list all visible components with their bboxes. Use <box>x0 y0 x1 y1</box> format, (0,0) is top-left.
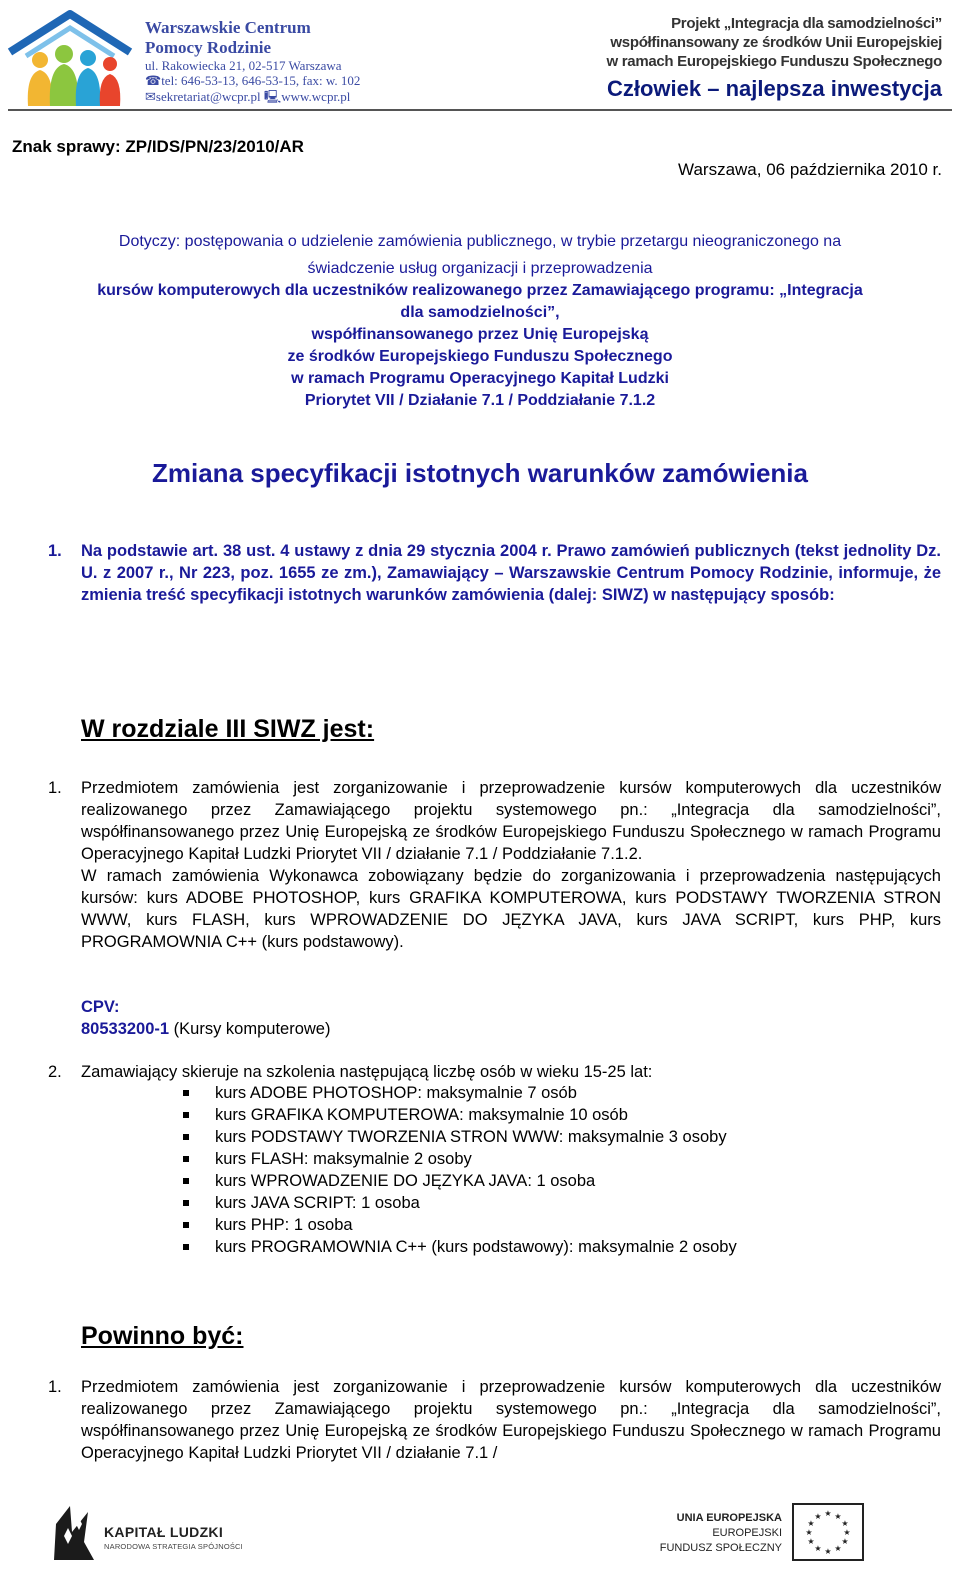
svg-text:★: ★ <box>824 1547 832 1556</box>
kapital-ludzki-subtitle: NARODOWA STRATEGIA SPÓJNOŚCI <box>104 1542 243 1551</box>
reference-number: Znak sprawy: ZP/IDS/PN/23/2010/AR <box>12 137 304 156</box>
intro-legal-basis: Na podstawie art. 38 ust. 4 ustawy z dnia 29 stycznia 2004 r. Prawo zamówień publicznych (tekst jednolity Dz. U. z 2007 r., Nr 223, poz. 1655 ze zm.) <box>81 542 941 582</box>
subject-line-6: ze środków Europejskiego Funduszu Społecznego <box>287 348 673 365</box>
is-item-1-text: Przedmiotem zamówienia jest zorganizowanie i przeprowadzenie kursów komputerowych dla uczestników realizowanego przez Zamawiającego projektu systemowego pn.: „Integracja dla samodzielności”, współfinansowanego przez Unię Europejską ze środków Europejskiego Funduszu Społecznego w ramach Programu Operacyjnego Kapitał Ludzki Priorytet VII / działanie 7.1 / Poddziałanie 7.1.2. <box>81 779 941 863</box>
org-email-web: ✉sekretariat@wcpr.pl 🖳www.wcpr.pl <box>145 89 351 104</box>
cpv-description: (Kursy komputerowe) <box>169 1020 331 1038</box>
list-item: kurs JAVA SCRIPT: 1 osoba <box>180 1192 737 1214</box>
org-phone: ☎tel: 646-53-13, 646-53-15, fax: w. 102 <box>145 73 361 88</box>
subject-line-8: Priorytet VII / Działanie 7.1 / Poddziałanie 7.1.2 <box>304 392 656 409</box>
is-item-1-courses-text: W ramach zamówienia Wykonawca zobowiązany będzie do zorganizowania i przeprowadzenia następujących kursów: kurs ADOBE PHOTOSHOP, kurs GRAFIKA KOMPUTEROWA, kurs PODSTAWY TWORZENIA STRON WWW, kurs FLASH, kurs WPROWADZENIE DO JĘZYKA JAVA, kurs JAVA SCRIPT, kurs PHP, kurs PROGRAMOWNIA C++ (kurs podstawowy). <box>81 867 941 951</box>
list-item: kurs GRAFIKA KOMPUTEROWA: maksymalnie 10 osób <box>180 1104 737 1126</box>
eu-line-1: UNIA EUROPEJSKA <box>676 1512 782 1524</box>
subject-line-1: Dotyczy: postępowania o udzielenie zamówienia publicznego, w trybie przetargu nieograniczonego na <box>118 233 842 250</box>
is-item-1-number: 1. <box>48 779 62 797</box>
svg-text:★: ★ <box>807 1519 815 1528</box>
subject-line-5: współfinansowanego przez Unię Europejską <box>311 326 649 343</box>
subject-line-7: w ramach Programu Operacyjnego Kapitał Ludzki <box>291 370 669 387</box>
svg-text:★: ★ <box>807 1537 815 1546</box>
org-name-line2: Pomocy Rodzinie <box>145 38 272 57</box>
section-heading-should: Powinno być: <box>81 1322 244 1350</box>
course-list <box>180 1082 737 1258</box>
list-item: kurs ADOBE PHOTOSHOP: maksymalnie 7 osób <box>180 1082 737 1104</box>
svg-text:★: ★ <box>834 1544 842 1553</box>
is-item-2 <box>48 1061 941 1083</box>
org-address: ul. Rakowiecka 21, 02-517 Warszawa <box>145 58 342 73</box>
list-item: kurs FLASH: maksymalnie 2 osoby <box>180 1148 737 1170</box>
svg-text:★: ★ <box>814 1512 822 1521</box>
intro-paragraph <box>48 540 941 606</box>
eu-flag-icon <box>792 1503 864 1561</box>
is-item-2-number: 2. <box>48 1063 62 1081</box>
subject-block <box>12 231 948 412</box>
should-item-1-number: 1. <box>48 1378 62 1396</box>
svg-text:★: ★ <box>834 1512 842 1521</box>
cpv-code: 80533200-1 <box>81 1020 170 1038</box>
motto: Człowiek – najlepsza inwestycja <box>606 76 942 101</box>
subject-line-2: świadczenie usług organizacji i przeprowadzenia <box>307 260 653 277</box>
org-name-line1: Warszawskie Centrum <box>145 18 311 37</box>
intro-number: 1. <box>48 542 62 560</box>
should-item-1-text: Przedmiotem zamówienia jest zorganizowanie i przeprowadzenie kursów komputerowych dla uczestników realizowanego przez Zamawiającego projektu systemowego pn.: „Integracja dla samodzielności”, współfinansowanego przez Unię Europejską ze środków Europejskiego Funduszu Społecznego w ramach Programu Operacyjnego Kapitał Ludzki Priorytet VII / działanie 7.1 / <box>81 1378 941 1462</box>
intro-statement: , Zamawiający – Warszawskie Centrum Pomocy Rodzinie, informuje, że zmienia treść specyfikacji istotnych warunków zamówienia (dalej: SIWZ) w następujący sposób: <box>81 564 941 604</box>
svg-text:★: ★ <box>841 1537 849 1546</box>
cpv-block <box>81 996 330 1040</box>
list-item: kurs PODSTAWY TWORZENIA STRON WWW: maksymalnie 3 osoby <box>180 1126 737 1148</box>
cpv-label: CPV: <box>81 998 120 1016</box>
is-item-2-text: Zamawiający skieruje na szkolenia następującą liczbę osób w wieku 15-25 lat: <box>81 1063 653 1081</box>
is-item-1 <box>48 777 941 953</box>
kapital-ludzki-title: KAPITAŁ LUDZKI <box>104 1524 224 1540</box>
project-line2: współfinansowany ze środków Unii Europejskiej <box>610 34 942 51</box>
list-item: kurs PHP: 1 osoba <box>180 1214 737 1236</box>
svg-text:★: ★ <box>805 1528 813 1537</box>
section-heading-is: W rozdziale III SIWZ jest: <box>81 715 375 743</box>
project-line1: Projekt „Integracja dla samodzielności” <box>671 15 942 32</box>
header-divider <box>8 109 952 111</box>
list-item: kurs PROGRAMOWNIA C++ (kurs podstawowy): maksymalnie 2 osoby <box>180 1236 737 1258</box>
svg-text:★: ★ <box>824 1509 832 1518</box>
subject-line-3: kursów komputerowych dla uczestników realizowanego przez Zamawiającego programu: „Integracja <box>97 282 863 299</box>
svg-text:★: ★ <box>814 1544 822 1553</box>
eu-line-2: EUROPEJSKI <box>712 1527 782 1539</box>
eu-text-block <box>640 1511 782 1556</box>
list-item: kurs WPROWADZENIE DO JĘZYKA JAVA: 1 osoba <box>180 1170 737 1192</box>
wcpr-logo <box>6 8 134 108</box>
document-title: Zmiana specyfikacji istotnych warunków zamówienia <box>152 458 808 488</box>
should-item-1 <box>48 1376 941 1464</box>
eu-line-3: FUNDUSZ SPOŁECZNY <box>659 1542 782 1554</box>
svg-text:★: ★ <box>841 1519 849 1528</box>
svg-text:★: ★ <box>843 1528 851 1537</box>
project-line3: w ramach Europejskiego Funduszu Społecznego <box>606 53 942 70</box>
kapital-ludzki-logo <box>44 1502 94 1560</box>
document-date: Warszawa, 06 października 2010 r. <box>678 160 942 179</box>
subject-line-4: dla samodzielności”, <box>400 304 560 321</box>
